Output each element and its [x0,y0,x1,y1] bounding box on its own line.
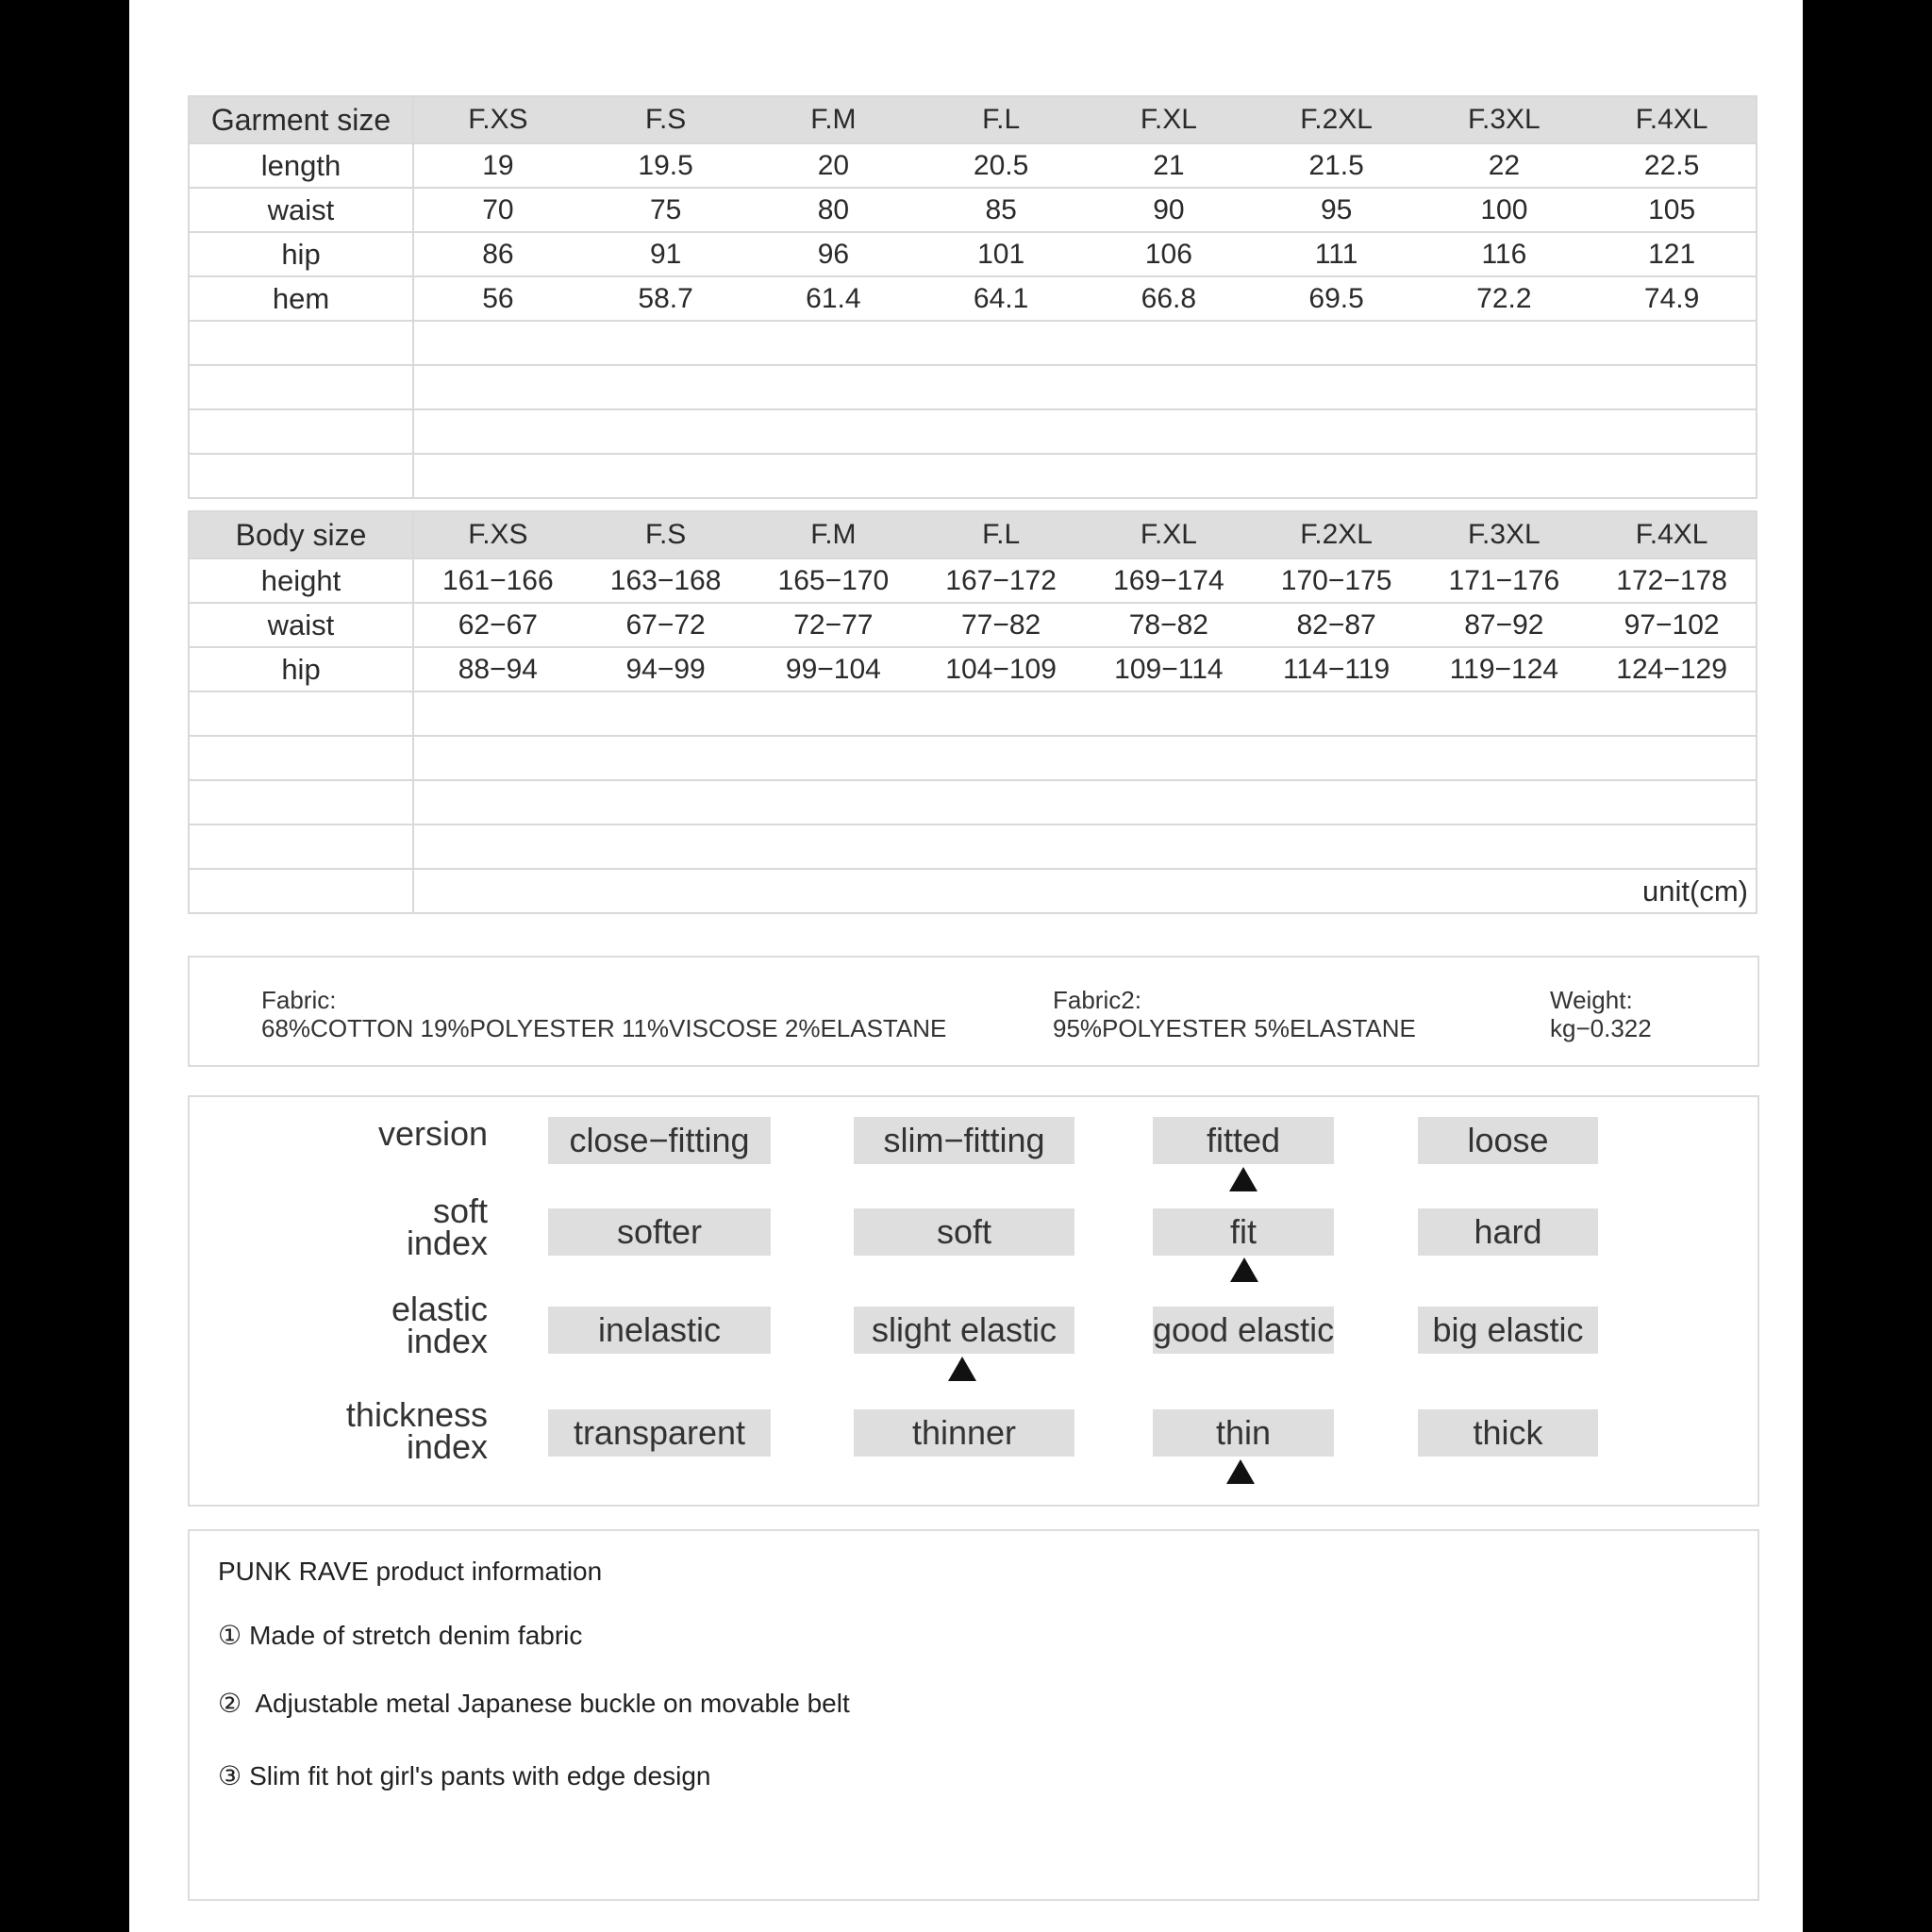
table-cell: 69.5 [1308,282,1364,314]
table-cell: 74.9 [1643,282,1700,314]
table-cell: 85 [985,193,1017,225]
empty-cell [413,736,1757,780]
table-row [189,143,1757,188]
index-option: good elastic [1153,1307,1334,1354]
table-cell: 22 [1488,149,1521,181]
empty-cell [413,409,1757,454]
index-option: inelastic [548,1307,771,1354]
size-label: F.M [810,519,857,550]
empty-cell [189,454,413,498]
empty-cell [189,365,413,409]
size-label: F.2XL [1300,104,1373,135]
table-cell: 163−168 [609,564,722,596]
index-option: fit [1153,1208,1334,1256]
table-cell: 114−119 [1283,653,1391,685]
empty-cell [189,409,413,454]
empty-row [189,409,1757,454]
fabric-1-value: 68%COTTON 19%POLYESTER 11%VISCOSE 2%ELASTANE [261,1014,947,1042]
table-cell: 86 [482,238,514,270]
table-cell: 62−67 [458,608,538,641]
table-cell: 111 [1314,238,1358,270]
table-cell: 169−174 [1113,564,1224,596]
table-cell: 70 [482,193,514,225]
empty-cell [189,824,413,869]
index-option: thick [1418,1409,1598,1457]
size-label: F.3XL [1468,519,1541,550]
row-label: waist [189,188,413,232]
selected-marker-icon [1230,1257,1258,1282]
table-cell: 80 [817,193,850,225]
empty-cell [413,454,1757,498]
empty-row [189,454,1757,498]
weight-label: Weight: [1550,986,1633,1014]
size-label: F.S [644,104,687,135]
empty-cell [413,691,1757,736]
product-info-item [218,1688,850,1720]
table-cell: 104−109 [945,653,1057,685]
index-label-line: elastic [391,1290,488,1328]
empty-row [189,736,1757,780]
circled-number: ③ [218,1761,242,1790]
index-label-line: version [377,1114,488,1153]
table-row [189,232,1757,276]
table-cell: 75 [649,193,682,225]
product-info-item [218,1620,582,1652]
table-cell: 121 [1648,238,1696,270]
table-row [189,603,1757,647]
index-option: soft [854,1208,1074,1256]
row-label: waist [189,603,413,647]
table-cell: 19 [482,149,514,181]
table-cell: 77−82 [960,608,1041,641]
product-info-text: Made of stretch denim fabric [249,1621,583,1650]
size-label: F.M [810,104,857,135]
index-option: fitted [1153,1117,1334,1164]
product-info-box [188,1529,1759,1901]
index-label-line: index [406,1322,488,1360]
garment-header-row [189,96,1757,143]
size-label: F.4XL [1635,104,1708,135]
table-cell: 105 [1648,193,1696,225]
index-option: thinner [854,1409,1074,1457]
table-cell: 106 [1144,238,1192,270]
size-label: F.S [644,519,687,550]
table-cell: 66.8 [1141,282,1197,314]
index-label-line: soft [432,1191,488,1230]
circled-number: ② [218,1689,242,1718]
index-option: slight elastic [854,1307,1074,1354]
table-cell: 100 [1480,193,1528,225]
product-info-text: Adjustable metal Japanese buckle on movable belt [249,1689,850,1718]
empty-cell [189,780,413,824]
product-info-title: PUNK RAVE product information [218,1557,603,1586]
empty-cell [189,869,413,913]
weight [1550,986,1652,1042]
table-cell: 94−99 [625,653,706,685]
size-label: F.4XL [1635,519,1708,550]
empty-cell [413,780,1757,824]
garment-size-table [188,95,1757,499]
index-label-thickness [345,1395,488,1466]
size-label: F.XL [1140,519,1197,550]
table-cell: 167−172 [945,564,1057,596]
table-cell: 22.5 [1643,149,1700,181]
table-cell: 78−82 [1128,608,1208,641]
fit-index-box [188,1095,1759,1507]
empty-cell [413,321,1757,365]
table-cell: 88−94 [458,653,538,685]
table-cell: 170−175 [1280,564,1392,596]
table-row [189,188,1757,232]
index-option: close−fitting [548,1117,771,1164]
empty-row [189,321,1757,365]
table-cell: 72−77 [793,608,874,641]
empty-cell [189,736,413,780]
index-option: big elastic [1418,1307,1598,1354]
empty-row [189,691,1757,736]
size-label: F.3XL [1468,104,1541,135]
size-label: F.XL [1140,104,1197,135]
empty-row [189,824,1757,869]
size-label: F.L [982,104,1021,135]
index-option: loose [1418,1117,1598,1164]
index-label-line: index [406,1427,488,1466]
index-option: softer [548,1208,771,1256]
empty-cell [413,365,1757,409]
empty-row [189,780,1757,824]
table-cell: 56 [482,282,514,314]
empty-cell [189,691,413,736]
unit-row [189,869,1757,913]
fabric-2-label: Fabric2: [1053,986,1141,1014]
table-cell: 20 [817,149,850,181]
index-label-version [377,1114,488,1153]
row-label: height [189,558,413,603]
empty-cell [413,824,1757,869]
weight-value: kg−0.322 [1550,1014,1652,1042]
table-cell: 21.5 [1308,149,1364,181]
fabric-1 [261,986,946,1042]
table-cell: 21 [1153,149,1185,181]
fabric-2-value: 95%POLYESTER 5%ELASTANE [1053,1014,1416,1042]
selected-marker-icon [948,1357,976,1381]
row-label: hip [189,647,413,691]
product-info-item [218,1760,710,1792]
table-cell: 171−176 [1448,564,1560,596]
index-option: hard [1418,1208,1598,1256]
table-cell: 116 [1481,238,1527,270]
table-cell: 72.2 [1476,282,1532,314]
table-cell: 109−114 [1114,653,1224,685]
table-cell: 97−102 [1624,608,1720,641]
table-cell: 165−170 [777,564,890,596]
circled-number: ① [218,1621,242,1650]
table-cell: 90 [1153,193,1185,225]
empty-cell [189,321,413,365]
empty-row [189,365,1757,409]
fabric-info-box [188,956,1759,1067]
body-size-heading: Body size [189,511,413,558]
size-label: F.L [982,519,1021,550]
table-cell: 172−178 [1616,564,1727,596]
table-cell: 91 [649,238,682,270]
row-label: length [189,143,413,188]
index-label-soft [406,1191,488,1262]
body-header-row [189,511,1757,558]
garment-size-heading: Garment size [189,96,413,143]
fabric-2 [1053,986,1416,1042]
product-info-text: Slim fit hot girl's pants with edge design [249,1761,711,1790]
selected-marker-icon [1229,1167,1257,1191]
index-label-line: thickness [345,1395,488,1434]
selected-marker-icon [1226,1459,1255,1484]
table-cell: 119−124 [1449,653,1559,685]
table-row [189,558,1757,603]
size-label: F.2XL [1300,519,1373,550]
table-cell: 95 [1320,193,1353,225]
table-row [189,276,1757,321]
table-cell: 124−129 [1616,653,1727,685]
table-cell: 64.1 [973,282,1029,314]
table-row [189,647,1757,691]
size-label: F.XS [468,519,528,550]
index-option: transparent [548,1409,771,1457]
table-cell: 161−166 [442,564,554,596]
table-cell: 67−72 [625,608,706,641]
index-option: thin [1153,1409,1334,1457]
fabric-1-label: Fabric: [261,986,337,1014]
size-chart-page [129,0,1803,1932]
table-cell: 20.5 [973,149,1029,181]
table-cell: 19.5 [638,149,693,181]
body-size-table [188,510,1757,914]
size-label: F.XS [468,104,528,135]
table-cell: 99−104 [785,653,881,685]
table-cell: 58.7 [638,282,693,314]
index-option: slim−fitting [854,1117,1074,1164]
table-cell: 96 [817,238,850,270]
unit-label: unit(cm) [413,869,1757,913]
table-cell: 101 [977,238,1025,270]
index-label-elastic [391,1290,488,1360]
index-label-line: index [406,1224,488,1262]
table-cell: 61.4 [806,282,861,314]
table-cell: 82−87 [1296,608,1376,641]
row-label: hem [189,276,413,321]
table-cell: 87−92 [1464,608,1544,641]
row-label: hip [189,232,413,276]
